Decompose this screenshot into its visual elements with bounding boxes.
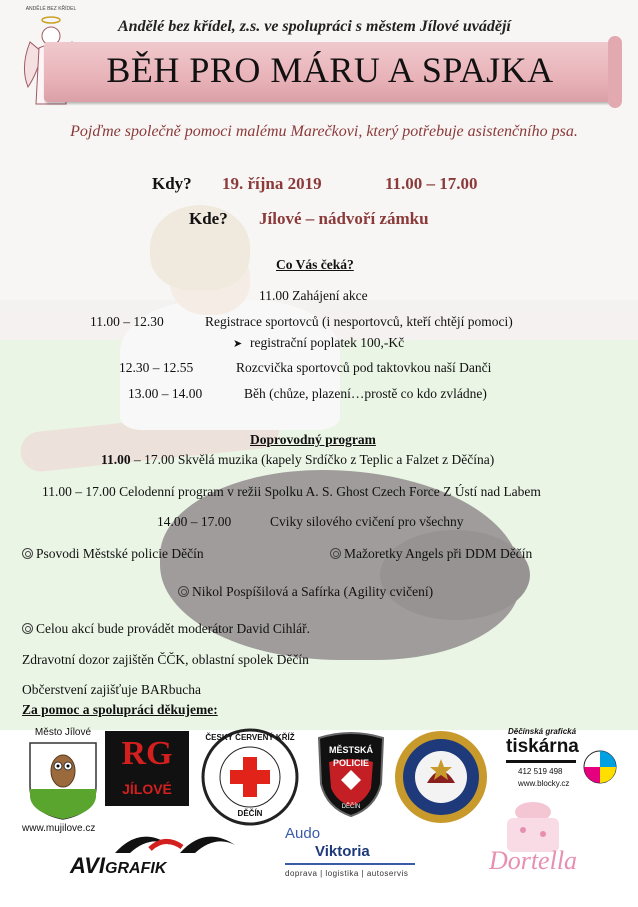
arrow-bullet-icon: ➤ bbox=[233, 338, 243, 350]
music-text: – 17.00 Skvělá muzika (kapely Srdíčko z Teplic a Falzet z Děčína) bbox=[130, 452, 495, 467]
logo-cck bbox=[200, 727, 300, 827]
program-heading: Co Vás čeká? bbox=[276, 257, 354, 272]
where-label: Kde? bbox=[189, 209, 228, 228]
spiral-icon bbox=[22, 623, 33, 634]
owl-shield-icon bbox=[28, 741, 98, 821]
logo-dortella bbox=[478, 800, 588, 895]
refreshments-line: Občerstvení zajišťuje BARbucha bbox=[22, 682, 201, 697]
organizer-line: Andělé bez křídel, z.s. ve spolupráci s městem Jílové uvádějí bbox=[118, 18, 511, 35]
side-program-majorettes bbox=[330, 546, 532, 562]
mesto-url: www.mujilove.cz bbox=[22, 823, 96, 834]
medical-line: Zdravotní dozor zajištěn ČČK, oblastní spolek Děčín bbox=[22, 652, 309, 667]
side-program-strength-time: 14.00 – 17.00 bbox=[157, 514, 232, 529]
title-banner bbox=[44, 42, 616, 102]
police-text: Psovodi Městské policie Děčín bbox=[36, 546, 204, 561]
avi-text: AVI bbox=[70, 853, 106, 878]
police-top-text: MĚSTSKÁ bbox=[328, 745, 373, 755]
program-run-time: 13.00 – 14.00 bbox=[128, 386, 203, 401]
event-time: 11.00 – 17.00 bbox=[385, 174, 478, 193]
side-program-heading: Doprovodný program bbox=[250, 432, 376, 447]
side-program-allday: 11.00 – 17.00 Celodenní program v režii Spolku A. S. Ghost Czech Force Z Ústí nad Labem bbox=[42, 484, 541, 499]
logo-mesto-jilove bbox=[22, 727, 104, 823]
viktoria-sub-text: doprava | logistika | autoservis bbox=[285, 869, 409, 878]
avi-grafik-text: GRAFIK bbox=[105, 860, 167, 877]
dortella-text: Dortella bbox=[488, 846, 578, 875]
subtitle: Pojďme společně pomoci malému Marečkovi, který potřebuje asistenčního psa. bbox=[70, 123, 578, 140]
event-place: Jílové – nádvoří zámku bbox=[259, 209, 429, 228]
cck-bottom-text: DĚČÍN bbox=[237, 809, 263, 818]
when-label: Kdy? bbox=[152, 174, 192, 193]
spiral-icon bbox=[22, 548, 33, 559]
rg-name: JÍLOVÉ bbox=[122, 781, 172, 797]
tisk-phone: 412 519 498 bbox=[518, 767, 563, 776]
program-fee: registrační poplatek 100,-Kč bbox=[250, 335, 405, 350]
program-reg-time: 11.00 – 12.30 bbox=[90, 314, 164, 329]
rg-letters: RG bbox=[121, 735, 173, 772]
moderator-text: Celou akcí bude provádět moderátor David Cihlář. bbox=[36, 621, 311, 636]
program-run-text: Běh (chůze, plazení…prostě co kdo zvládne) bbox=[244, 386, 487, 401]
cmyk-icon bbox=[582, 749, 618, 785]
side-program-strength-text: Cviky silového cvičení pro všechny bbox=[270, 514, 464, 529]
majorettes-text: Mažoretky Angels při DDM Děčín bbox=[344, 546, 533, 561]
tisk-top-text: Děčínská grafická bbox=[508, 727, 577, 736]
agility-text: Nikol Pospíšilová a Safírka (Agility cvičení) bbox=[192, 584, 434, 599]
cck-top-text: ČESKÝ ČERVENÝ KŘÍŽ bbox=[205, 733, 295, 742]
logo-mestska-policie bbox=[315, 732, 387, 818]
logo-audo-viktoria bbox=[285, 825, 425, 885]
side-program-music bbox=[101, 452, 494, 468]
tisk-web: www.blocky.cz bbox=[518, 779, 570, 788]
program-warmup-text: Rozcvička sportovců pod taktovkou naší Danči bbox=[236, 360, 492, 375]
spiral-icon bbox=[330, 548, 341, 559]
logo-rg-jilove bbox=[105, 731, 189, 806]
program-opening: 11.00 Zahájení akce bbox=[259, 288, 368, 303]
program-warmup-time: 12.30 – 12.55 bbox=[119, 360, 194, 375]
viktoria-text: Viktoria bbox=[315, 843, 370, 860]
seal-icon bbox=[393, 729, 489, 825]
page-title: BĚH PRO MÁRU A SPAJKA bbox=[106, 50, 554, 90]
tisk-main-text: tiskárna bbox=[506, 736, 579, 757]
police-bottom-text: DĚČÍN bbox=[341, 804, 361, 810]
audo-text: Audo bbox=[285, 825, 321, 842]
side-program-police bbox=[22, 546, 204, 562]
thanks-heading: Za pomoc a spolupráci děkujeme: bbox=[22, 702, 218, 717]
music-start-time: 11.00 bbox=[101, 452, 131, 467]
avi-swoosh-icon bbox=[110, 825, 240, 855]
program-reg-text: Registrace sportovců (i nesportovců, kteří chtějí pomoci) bbox=[205, 314, 513, 329]
side-program-agility bbox=[178, 584, 433, 600]
logo-decinska-tiskarna bbox=[500, 727, 618, 797]
mesto-title: Město Jílové bbox=[34, 727, 92, 738]
spiral-icon bbox=[178, 586, 189, 597]
logo-avi-grafik bbox=[70, 825, 220, 880]
police-mid-text: POLICIE bbox=[332, 758, 369, 768]
logo-ghost-czech-force bbox=[393, 729, 489, 825]
moderator-line bbox=[22, 621, 310, 637]
event-date: 19. října 2019 bbox=[222, 174, 322, 193]
angel-logo-caption: ANDĚLÉ BEZ KŘÍDEL bbox=[25, 6, 77, 12]
